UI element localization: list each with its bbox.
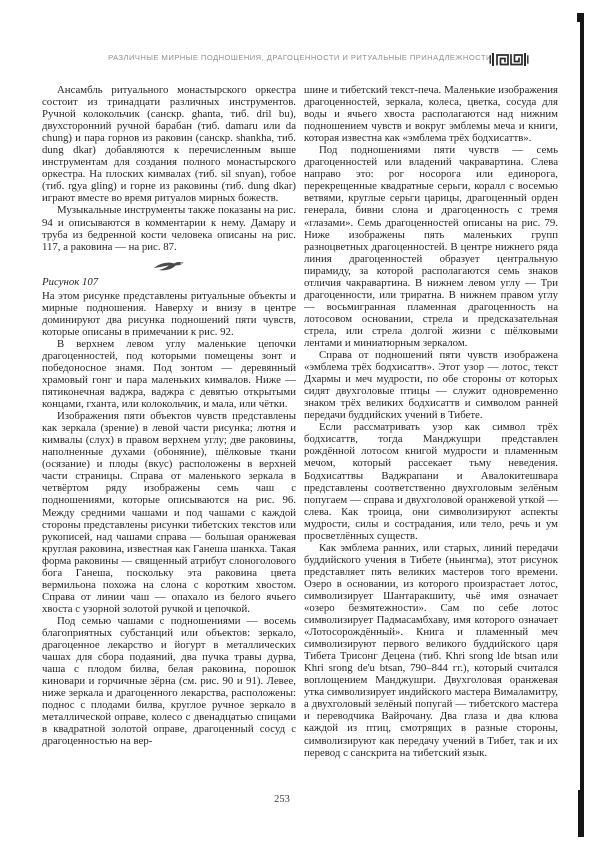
paragraph: Изображения пяти объектов чувств представлены как зеркала (зрение) в левой части рисунка; лютня и кимвалы (слух) в правом верхнем углу; две раковины, наполненные духами (обоняние), шёлковые ткани (осязание) и плоды (вкус) расположены в верхней части страницы. Справа от маленького зеркала в четвёртом ряду изображены семь чаш с подношениями, которые описываются на рис. 96. Между средними чашами и под чашами с каждой стороны представлены рисунки тибетских текстов или рукописей, над чашами справа — большая оранжевая круглая раковина, известная как Ганеша шанкха. Такая форма раковины — священный атрибут слоноголового бога Ганеша, поскольку эта раковина цвета вермильона похожа на слона с коротким хвостом. Справа от линии чаш — опахало из белого ячьего хвоста с узорной золотой ручкой и цепочкой. bbox=[42, 410, 296, 615]
page-edge-bar bbox=[580, 13, 584, 790]
bird-flourish-icon bbox=[151, 264, 187, 276]
tibetan-seal-icon bbox=[489, 52, 529, 67]
paragraph: Музыкальные инструменты также показаны на рис. 94 и описываются в комментарии к нему. Дамару и труба из бедренной кости человека описаны на рис. 117, а раковина — на рис. 87. bbox=[42, 204, 296, 253]
left-column bbox=[42, 84, 296, 747]
page-number: 253 bbox=[274, 794, 290, 805]
page-edge-bar-bottom bbox=[578, 790, 584, 837]
running-header-title: РАЗЛИЧНЫЕ МИРНЫЕ ПОДНОШЕНИЯ, ДРАГОЦЕННОСТИ И РИТУАЛЬНЫЕ ПРИНАДЛЕЖНОСТИ bbox=[108, 53, 492, 62]
paragraph: Если рассматривать узор как символ трёх бодхисаттв, тогда Манджушри представлен рождённой лотосом книгой мудрости и пламенным мечом, который рассекает тьму неведения. Бодхисаттвы Ваджрапани и Авалокитешвара представлены соответственно двухголовым зелёным попугаем — справа и двухголовой оранжевой уткой — слева. Как троица, они символизируют аспекты мудрости, силы и сострадания, или тело, речь и ум просветлённых существ. bbox=[304, 421, 558, 542]
paragraph: Справа от подношений пяти чувств изображена «эмблема трёх бодхисаттв». Этот узор — лотос, текст Дхармы и меч мудрости, по обе стороны от которых сидят двухголовые птицы — служит одновременно знаком трёх великих бодхисаттв и символом ранней передачи буддийских учений в Тибете. bbox=[304, 349, 558, 422]
paragraph: Как эмблема ранних, или старых, линий передачи буддийского учения в Тибете (ньингма), этот рисунок представляет пять великих мастеров того времени. Озеро в основании, из которого произрастает лотос, символизирует Шантаракшиту, чьё имя означает «озеро безмятежности». Сам по себе лотос символизирует Падмасамбхаву, имя которого означает «Лотосорождённый». Книга и пламенный меч символизируют первого великого буддийского царя Тибета Трисонг Децена (тиб. Khri srong lde btsan или Khri srong de'u btsan, 790–844 гг.), который считался воплощением Манджушри. Двухголовая оранжевая утка символизирует индийского мастера Вималамитру, а двухголовый зелёный попугай — тибетского мастера и переводчика Вайрочану. Два глаза и два клюва каждой из птиц, смотрящих в разные стороны, символизируют как передачу учений в Тибет, так и их перевод с санскрита на тибетский язык. bbox=[304, 541, 558, 759]
section-divider bbox=[42, 258, 296, 273]
figure-heading: Рисунок 107 bbox=[42, 275, 99, 288]
paragraph: Под семью чашами с подношениями — восемь благоприятных субстанций или объектов: зеркало, драгоценное лекарство и йогурт в металлических чашах для сбора подаяний, два пучка травы дурва, чаша с плодом билва, белая раковина, порошок киновари и горчичные зёрна (см. рис. 90 и 91). Левее, ниже зеркала и драгоценного лекарства, расположены: поднос с плодами билва, круглое ручное зеркало в металлической оправе, колесо с двенадцатью спицами в квадратной золотой оправе, драгоценный сосуд с драгоценностью на вер- bbox=[42, 614, 296, 748]
paragraph: На этом рисунке представлены ритуальные объекты и мирные подношения. Наверху и внизу в центре доминируют два рисунка подношений пяти чувств, которые описаны в примечании к рис. 92. bbox=[42, 289, 296, 338]
paragraph: В верхнем левом углу маленькие цепочки драгоценностей, под которыми помещены зонт и победоносное знамя. Под зонтом — деревянный храмовый гонг и пара маленьких кимвалов. Ниже — пятиконечная ваджра, ваджра с девятью открытыми концами, гханта, или колокольчик, и мала, или чётки. bbox=[42, 337, 296, 411]
paragraph: шине и тибетский текст-печа. Маленькие изображения драгоценностей, зеркала, колеса, цветка, сосуда для воды и ячьего хвоста располагаются над нижним подношением чувств и вокруг эмблемы меча и книги, которая известна как «эмблема трёх бодхисаттв». bbox=[304, 84, 558, 145]
paragraph: Ансамбль ритуального монастырского оркестра состоит из тринадцати различных инструментов. Ручной колокольчик (санскр. ghanta, тиб. dril bu), двухсторонний ручной барабан (тиб. damaru или da chung) и пара горнов из раковин (санскр. shankha, тиб. dung dkar) добавляются к перечисленным выше инструментам для создания полного монастырского оркестра. На плоских кимвалах (тиб. sil snyan), гобое (тиб. rgya gling) и горне из раковины (тиб. dung dkar) играют вместе во время ритуалов мирных божеств. bbox=[42, 84, 296, 205]
right-column bbox=[304, 84, 558, 759]
paragraph: Под подношениями пяти чувств — семь драгоценностей или владений чакравартина. Слева направо это: рог носорога или единорога, перекрещенные квадратные серьги, коралл с восемью ветвями, круглые серьги царицы, драгоценный орден генерала, бивни слона и драгоценность с тремя «глазами». Семь драгоценностей описаны на рис. 79. Ниже изображены пять маленьких групп разноцветных драгоценностей. В центре нижнего ряда линия драгоценностей образует центральную пирамиду, за которой располагаются семь знаков отличия чакравартина. В нижнем левом углу — Три драгоценности, или триратна. В нижнем правом углу — восьмигранная пламенная драгоценность на лотосовом основании, стрела и предсказательная стрела, или стрела долгой жизни с шёлковыми лентами и миниатюрным зеркалом. bbox=[304, 144, 558, 349]
